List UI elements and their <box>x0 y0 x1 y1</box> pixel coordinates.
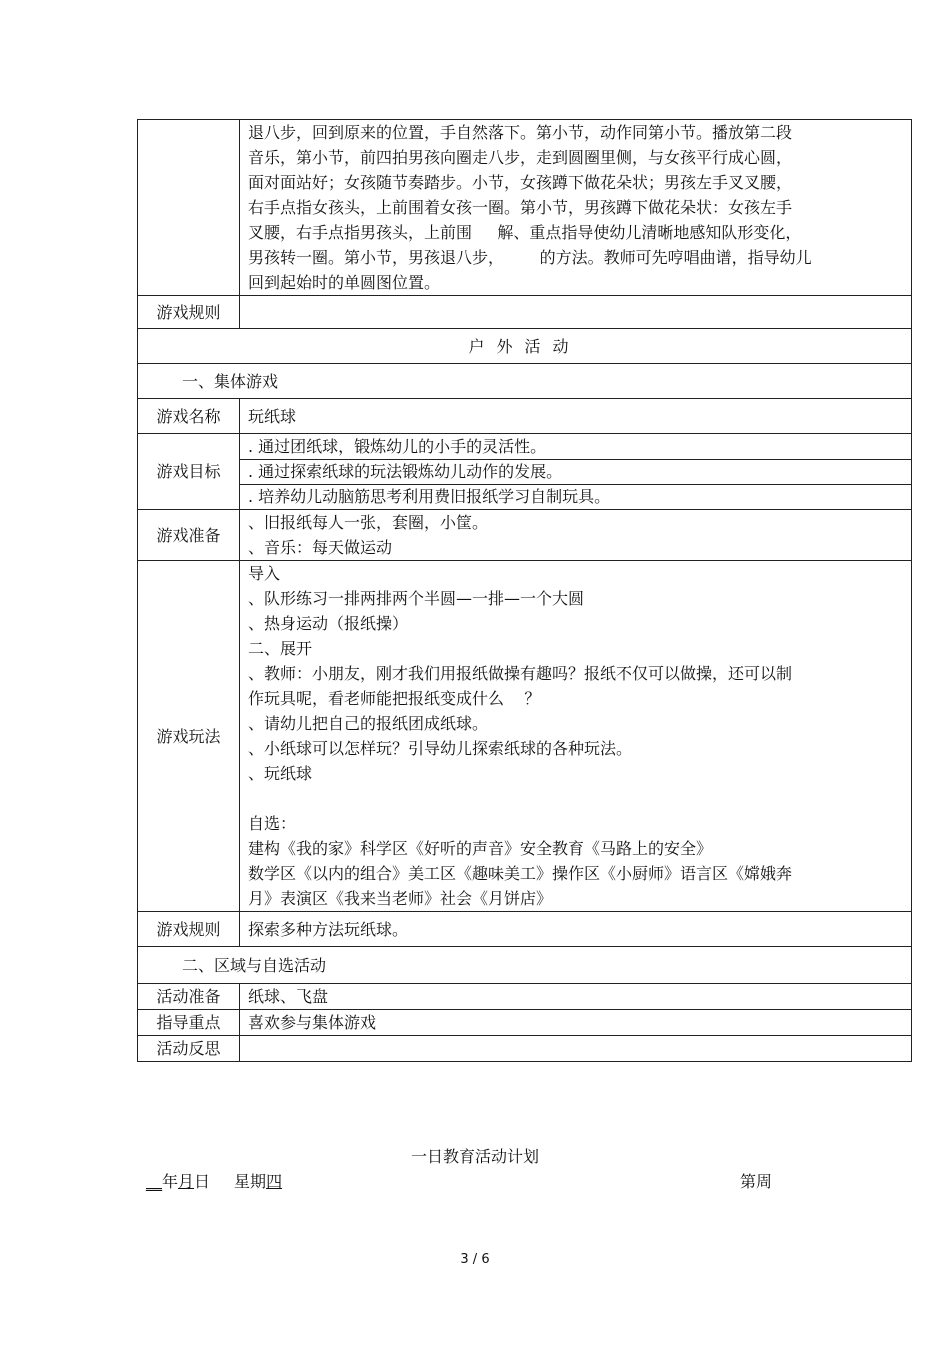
game-goals-cell <box>240 434 912 510</box>
play-line: 自选： <box>248 814 297 833</box>
text-line: 面对面站好；女孩随节奏踏步。小节，女孩蹲下做花朵状；男孩左手叉叉腰， <box>248 173 793 192</box>
text-line: 叉腰，右手点指男孩头，上前围 解、重点指导使幼儿清晰地感知队形变化， <box>248 223 802 242</box>
year-label: 年 <box>162 1172 179 1191</box>
game-play-label: 游戏玩法 <box>138 561 240 912</box>
play-line <box>248 786 903 811</box>
empty-label-cell <box>138 120 240 296</box>
guidance-focus-label: 指导重点 <box>138 1010 240 1036</box>
day-label: 日 <box>194 1172 211 1191</box>
activity-prep-label: 活动准备 <box>138 984 240 1010</box>
text-line: 男孩转一圈。第小节，男孩退八步， 的方法。教师可先哼唱曲谱，指导幼儿 <box>248 248 812 267</box>
text-line: 右手点指女孩头，上前围着女孩一圈。第小节，男孩蹲下做花朵状：女孩左手 <box>248 198 793 217</box>
game-name-label: 游戏名称 <box>138 399 240 434</box>
play-line: 、小纸球可以怎样玩？引导幼儿探索纸球的各种玩法。 <box>248 739 633 758</box>
play-line: 导入 <box>248 564 281 583</box>
goal-item: . 培养幼儿动脑筋思考利用费旧报纸学习自制玩具。 <box>248 486 611 506</box>
game-rules-label: 游戏规则 <box>138 296 240 329</box>
date-line <box>146 1169 282 1192</box>
activity-prep-value: 纸球、飞盘 <box>240 984 912 1010</box>
play-line: 、热身运动（报纸操） <box>248 614 409 633</box>
document-title: 一日教育活动计划 <box>410 1147 539 1166</box>
activity-reflection-value <box>240 1036 912 1062</box>
text-line: 回到起始时的单圆图位置。 <box>248 273 441 292</box>
weekday-label: 星期 <box>234 1172 267 1191</box>
goal-item: . 通过团纸球，锻炼幼儿的小手的灵活性。 <box>240 435 911 460</box>
game-rules-value <box>240 296 912 329</box>
weekday-value: 四 <box>266 1172 283 1191</box>
text-line: 音乐，第小节，前四拍男孩向圈走八步，走到圆圈里侧，与女孩平行成心圆， <box>248 148 793 167</box>
text-line: 退八步，回到原来的位置，手自然落下。第小节，动作同第小节。播放第二段 <box>248 123 793 142</box>
goal-item: . 通过探索纸球的玩法锻炼幼儿动作的发展。 <box>240 460 911 485</box>
date-blank: __ <box>146 1172 162 1191</box>
game-name-value: 玩纸球 <box>240 399 912 434</box>
game-rules-2-label: 游戏规则 <box>138 912 240 947</box>
play-line: 、请幼儿把自己的报纸团成纸球。 <box>248 714 489 733</box>
month-label: 月 <box>178 1172 195 1191</box>
game-prep-label: 游戏准备 <box>138 510 240 561</box>
page-number: 3 / 6 <box>460 1252 490 1267</box>
activity-reflection-label: 活动反思 <box>138 1036 240 1062</box>
play-line: 、玩纸球 <box>248 764 313 783</box>
section-area-activities: 二、区域与自选活动 <box>138 947 912 984</box>
play-line: 二、展开 <box>248 639 313 658</box>
section-group-games: 一、集体游戏 <box>138 364 912 399</box>
game-rules-2-value: 探索多种方法玩纸球。 <box>240 912 912 947</box>
play-line: 、教师：小朋友，刚才我们用报纸做操有趣吗？报纸不仅可以做操，还可以制 <box>248 664 793 683</box>
game-goals-label: 游戏目标 <box>138 434 240 510</box>
play-line: 月》表演区《我来当老师》社会《月饼店》 <box>248 889 553 908</box>
week-label: 第周 <box>740 1172 773 1191</box>
game-procedure-text <box>240 120 912 296</box>
prep-item: 、音乐：每天做运动 <box>248 538 393 557</box>
game-play-cell <box>240 561 912 912</box>
play-line: 作玩具呢，看老师能把报纸变成什么 ？ <box>248 689 541 708</box>
play-line: 数学区《以内的组合》美工区《趣味美工》操作区《小厨师》语言区《嫦娥奔 <box>248 864 793 883</box>
prep-item: 、旧报纸每人一张，套圈，小筐。 <box>248 513 489 532</box>
outdoor-activity-title: 户外活动 <box>138 329 912 364</box>
game-prep-cell <box>240 510 912 561</box>
activity-plan-table <box>137 119 912 1062</box>
play-line: 、队形练习一排两排两个半圆—一排—一个大圆 <box>248 589 585 608</box>
guidance-focus-value: 喜欢参与集体游戏 <box>240 1010 912 1036</box>
play-line: 建构《我的家》科学区《好听的声音》安全教育《马路上的安全》 <box>248 839 713 858</box>
